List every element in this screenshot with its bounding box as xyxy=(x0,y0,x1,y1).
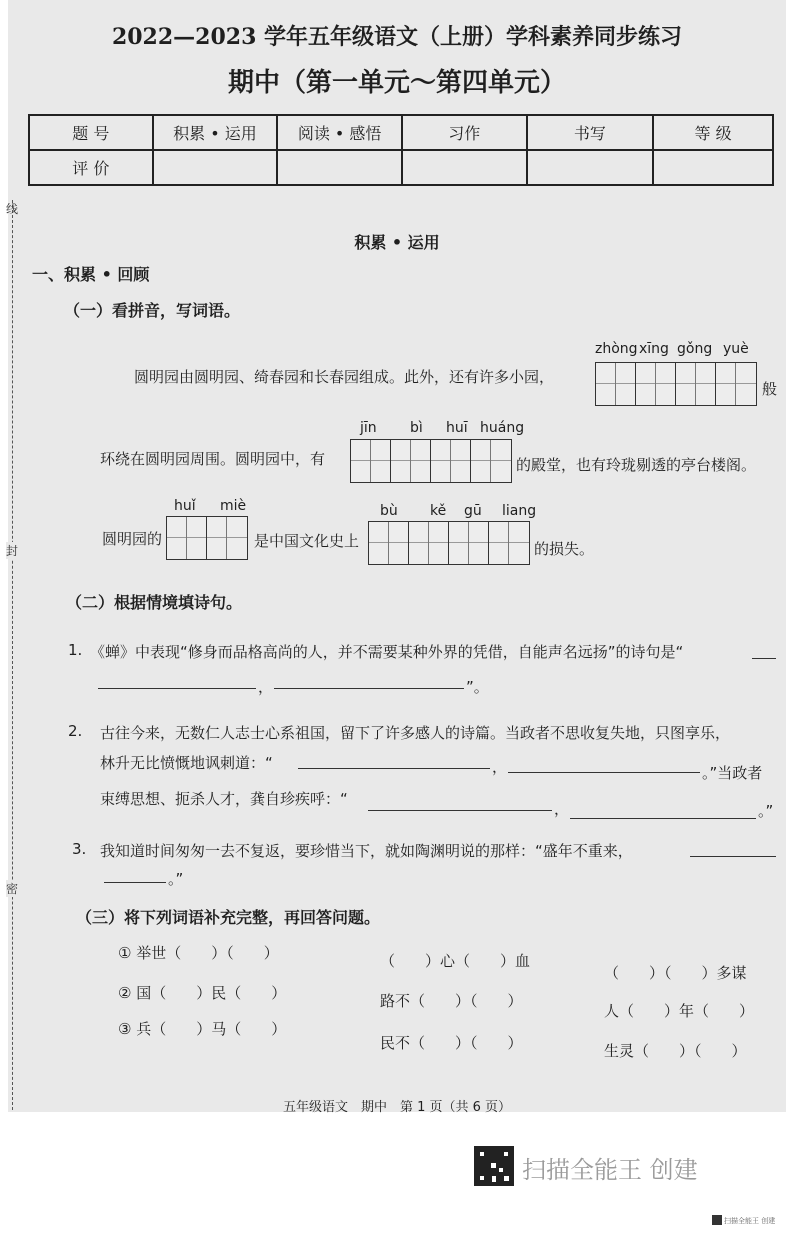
answer-blank[interactable] xyxy=(690,840,776,857)
pinyin-label: gǒng xyxy=(677,341,713,357)
pinyin-label: xīng xyxy=(639,341,669,357)
qr-code-icon xyxy=(474,1146,514,1186)
grid-cell[interactable] xyxy=(207,517,247,559)
pinyin-group xyxy=(368,503,536,519)
table-cell[interactable] xyxy=(527,150,654,185)
pinyin-label: kě xyxy=(430,503,447,519)
grid-cell[interactable] xyxy=(716,363,756,405)
punctuation: ”。 xyxy=(466,678,489,696)
idiom-item[interactable]: 生灵（ ）（ ） xyxy=(604,1042,747,1060)
pinyin-group xyxy=(595,341,749,357)
table-cell: 等 级 xyxy=(653,115,773,150)
pinyin-label: liang xyxy=(502,503,537,519)
margin-mark: 封 xyxy=(6,544,19,558)
pinyin-label: huǐ xyxy=(174,498,196,514)
grid-cell[interactable] xyxy=(449,522,489,564)
question-text: 古往今来，无数仁人志士心系祖国，留下了许多感人的诗篇。当政者不思收复失地，只图享乐， xyxy=(100,724,731,742)
page-footer: 五年级语文 期中 第 1 页（共 6 页） xyxy=(282,1100,512,1115)
pinyin-label: bì xyxy=(410,420,423,436)
grid-cell[interactable] xyxy=(676,363,716,405)
grid-cell[interactable] xyxy=(391,440,431,482)
pinyin-label: bù xyxy=(380,503,398,519)
binding-line xyxy=(12,200,13,1110)
answer-blank[interactable] xyxy=(368,794,552,811)
table-row xyxy=(29,150,773,185)
answer-grid[interactable] xyxy=(166,516,248,560)
idiom-item[interactable]: （ ）（ ）多谋 xyxy=(604,964,747,982)
table-cell: 评 价 xyxy=(29,150,153,185)
answer-grid[interactable] xyxy=(368,521,530,565)
idiom-item[interactable]: ② 国（ ）民（ ） xyxy=(118,984,287,1002)
table-cell[interactable] xyxy=(277,150,402,185)
idiom-item[interactable]: （ ）心（ ）血 xyxy=(380,952,531,970)
idiom-item[interactable]: 人（ ）年（ ） xyxy=(604,1002,755,1020)
punctuation: ， xyxy=(492,758,508,776)
question-text: 般 xyxy=(762,380,778,398)
punctuation: ， xyxy=(258,678,274,696)
answer-grid[interactable] xyxy=(350,439,512,483)
pinyin-label: miè xyxy=(220,498,247,514)
grid-cell[interactable] xyxy=(471,440,511,482)
question-heading: （三）将下列词语补充完整，再回答问题。 xyxy=(76,908,381,927)
pinyin-label: huáng xyxy=(480,420,525,436)
question-text: 我知道时间匆匆一去不复返，要珍惜当下，就如陶渊明说的那样：“盛年不重来， xyxy=(100,842,633,860)
question-heading: （一）看拼音，写词语。 xyxy=(64,301,241,320)
qr-code-icon xyxy=(712,1215,722,1225)
pinyin-label: gū xyxy=(464,503,482,519)
idiom-item[interactable]: ① 举世（ ）（ ） xyxy=(118,944,279,962)
table-cell[interactable] xyxy=(153,150,278,185)
scanner-watermark-small: 扫描全能王 创建 xyxy=(724,1217,776,1225)
answer-blank[interactable] xyxy=(570,802,756,819)
answer-blank[interactable] xyxy=(98,672,256,689)
question-text: 束缚思想、扼杀人才，龚自珍疾呼：“ xyxy=(100,790,348,808)
pinyin-group xyxy=(168,498,246,514)
grid-cell[interactable] xyxy=(167,517,207,559)
answer-blank[interactable] xyxy=(752,642,776,659)
idiom-item[interactable]: 民不（ ）（ ） xyxy=(380,1034,523,1052)
question-number: 3. xyxy=(72,840,87,858)
table-cell: 积累 • 运用 xyxy=(153,115,278,150)
pinyin-label: jīn xyxy=(360,420,377,436)
question-text: 林升无比愤慨地讽刺道：“ xyxy=(100,754,273,772)
table-cell: 阅读 • 感悟 xyxy=(277,115,402,150)
grid-cell[interactable] xyxy=(369,522,409,564)
pinyin-label: yuè xyxy=(723,341,749,357)
pinyin-label: huī xyxy=(446,420,468,436)
exam-title: 2022—2023 学年五年级语文（上册）学科素养同步练习 xyxy=(111,24,683,50)
question-number: 1. xyxy=(68,641,83,659)
part-heading: 一、积累 • 回顾 xyxy=(32,265,150,284)
question-text: 《蝉》中表现“修身而品格高尚的人，并不需要某种外界的凭借，自能声名远扬”的诗句是“ xyxy=(90,643,684,661)
table-row xyxy=(29,115,773,150)
grid-cell[interactable] xyxy=(489,522,529,564)
grid-cell[interactable] xyxy=(351,440,391,482)
table-cell: 题 号 xyxy=(29,115,153,150)
table-cell: 习作 xyxy=(402,115,527,150)
pinyin-label: zhòng xyxy=(595,341,638,357)
question-text: 圆明园由圆明园、绮春园和长春园组成。此外，还有许多小园， xyxy=(134,368,555,386)
question-text: 圆明园的 xyxy=(102,530,163,548)
grid-cell[interactable] xyxy=(409,522,449,564)
grid-cell[interactable] xyxy=(636,363,676,405)
section-title: 积累 • 运用 xyxy=(354,233,440,252)
exam-subtitle: 期中（第一单元～第四单元） xyxy=(227,68,566,98)
score-table xyxy=(28,114,774,186)
idiom-item[interactable]: 路不（ ）（ ） xyxy=(380,992,523,1010)
margin-mark: 线 xyxy=(6,202,19,216)
question-text: 是中国文化史上 xyxy=(254,532,360,550)
question-number: 2. xyxy=(68,722,83,740)
grid-cell[interactable] xyxy=(596,363,636,405)
answer-blank[interactable] xyxy=(298,752,490,769)
answer-blank[interactable] xyxy=(508,756,700,773)
pinyin-group xyxy=(350,420,524,436)
table-cell: 书写 xyxy=(527,115,654,150)
punctuation: 。” xyxy=(758,802,774,820)
table-cell[interactable] xyxy=(653,150,773,185)
punctuation: 。” xyxy=(168,870,184,888)
answer-blank[interactable] xyxy=(104,866,166,883)
question-text: 环绕在圆明园周围。圆明园中，有 xyxy=(100,450,326,468)
question-heading: （二）根据情境填诗句。 xyxy=(66,593,243,612)
answer-grid[interactable] xyxy=(595,362,757,406)
grid-cell[interactable] xyxy=(431,440,471,482)
question-text: 的损失。 xyxy=(534,540,595,558)
question-text: 。”当政者 xyxy=(702,764,763,782)
punctuation: ， xyxy=(554,800,570,818)
margin-mark: 密 xyxy=(6,882,19,896)
answer-blank[interactable] xyxy=(274,672,464,689)
scanner-watermark: 扫描全能王 创建 xyxy=(522,1156,698,1184)
idiom-item[interactable]: ③ 兵（ ）马（ ） xyxy=(118,1020,287,1038)
table-cell[interactable] xyxy=(402,150,527,185)
question-text: 的殿堂，也有玲珑剔透的亭台楼阁。 xyxy=(516,456,757,474)
